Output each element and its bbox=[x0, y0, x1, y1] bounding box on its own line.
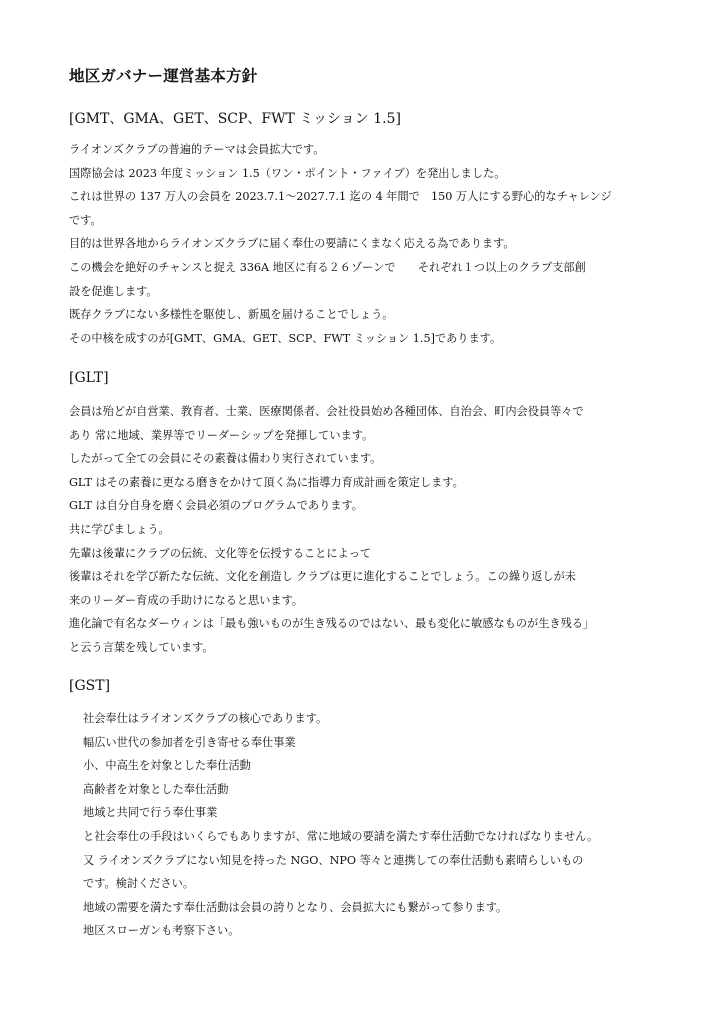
text-line: 来のリーダー育成の手助けになると思います。 bbox=[69, 593, 304, 607]
text-line: 高齢者を対象とした奉仕活動 bbox=[83, 782, 229, 796]
section-heading-gst: [GST] bbox=[69, 678, 111, 694]
text-line: GLT は自分自身を磨く会員必須のプログラムであります。 bbox=[69, 499, 363, 513]
text-line: です。検討ください。 bbox=[83, 877, 194, 891]
text-line: あり 常に地域、業界等でリーダーシップを発揮しています。 bbox=[69, 428, 374, 442]
section-heading-glt: [GLT] bbox=[69, 370, 109, 386]
text-line: 小、中高生を対象とした奉仕活動 bbox=[83, 759, 251, 773]
text-line: 地域の需要を満たす奉仕活動は会員の誇りとなり、会員拡大にも繋がって参ります。 bbox=[83, 900, 508, 914]
text-line: 既存クラブにない多様性を駆使し、新風を届けることでしょう。 bbox=[69, 308, 394, 322]
text-line: 地域と共同で行う奉仕事業 bbox=[83, 806, 218, 820]
text-line: その中核を成すのが[GMT、GMA、GET、SCP、FWT ミッション 1.5]であります。 bbox=[69, 331, 502, 345]
text-line: これは世界の 137 万人の会員を 2023.7.1～2027.7.1 迄の 4 年間で 150 万人にする野心的なチャレンジ bbox=[69, 190, 612, 204]
text-line: と社会奉仕の手段はいくらでもありますが、常に地域の要請を満たす奉仕活動でなければなりません。 bbox=[83, 829, 599, 843]
text-line: 国際協会は 2023 年度ミッション 1.5（ワン・ポイント・ファイブ）を発出しました。 bbox=[69, 166, 506, 180]
text-line: 先輩は後輩にクラブの伝統、文化等を伝授することによって bbox=[69, 546, 372, 560]
section-heading-mission: [GMT、GMA、GET、SCP、FWT ミッション 1.5] bbox=[69, 111, 401, 127]
text-line: と云う言葉を残しています。 bbox=[69, 640, 214, 654]
text-line: 地区スローガンも考察下さい。 bbox=[83, 924, 240, 938]
text-line: 又 ライオンズクラブにない知見を持った NGO、NPO 等々と連携しての奉仕活動も素晴らしいもの bbox=[83, 853, 584, 867]
text-line: 社会奉仕はライオンズクラブの核心であります。 bbox=[83, 712, 328, 725]
section-body-gst bbox=[83, 707, 663, 943]
section-body-glt bbox=[69, 400, 659, 660]
text-line: 会員は殆どが自営業、教育者、士業、医療関係者、会社役員始め各種団体、自治会、町内会役員等々で bbox=[69, 405, 584, 418]
text-line: したがって全ての会員にその素養は備わり実行されています。 bbox=[69, 452, 382, 466]
text-line: ライオンズクラブの普遍的テーマは会員拡大です。 bbox=[69, 143, 325, 156]
text-line: 後輩はそれを学び新たな伝統、文化を創造し クラブは更に進化することでしょう。この繰り返しが未 bbox=[69, 570, 576, 584]
text-line: 進化論で有名なダーウィンは「最も強いものが生き残るのではない、最も変化に敏感なものが生き残る」 bbox=[69, 617, 595, 631]
text-line: 目的は世界各地からライオンズクラブに届く奉仕の要請にくまなく応える為であります。 bbox=[69, 237, 515, 251]
text-line: GLT はその素養に更なる磨きをかけて頂く為に指導力育成計画を策定します。 bbox=[69, 475, 464, 489]
text-line: この機会を絶好のチャンスと捉え 336A 地区に有る２６ゾーンで それぞれ１つ以上のクラブ支部創 bbox=[69, 260, 586, 274]
text-line: 共に学びましょう。 bbox=[69, 522, 170, 536]
text-line: 幅広い世代の参加者を引き寄せる奉仕事業 bbox=[83, 735, 296, 749]
document-title: 地区ガバナー運営基本方針 bbox=[69, 67, 258, 85]
section-body-mission bbox=[69, 138, 659, 350]
text-line: 設を促進します。 bbox=[69, 284, 158, 298]
text-line: です。 bbox=[69, 213, 102, 227]
